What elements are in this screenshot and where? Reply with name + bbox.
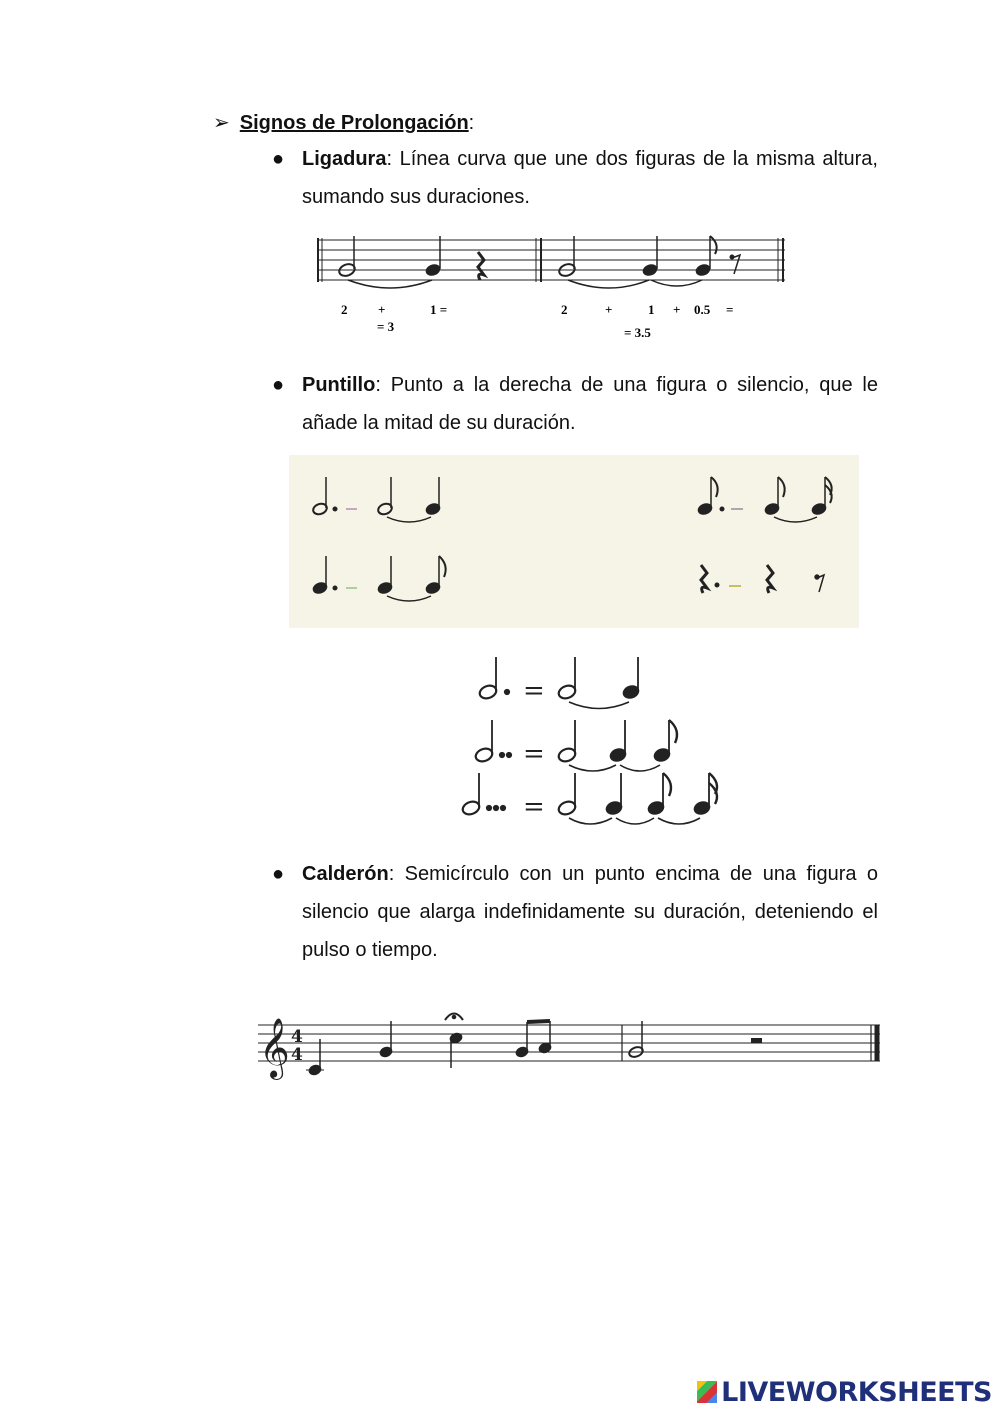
duration-number: 2: [561, 302, 568, 317]
half-note: [557, 746, 577, 763]
half-note: [557, 683, 577, 700]
puntillo-item: [272, 366, 878, 442]
puntillo-term: Puntillo: [302, 374, 376, 396]
dot-equations: [455, 655, 745, 840]
bullet-icon: ●: [272, 148, 285, 170]
half-rest: [751, 1038, 762, 1043]
sum-result: = 3: [377, 319, 395, 334]
tie-example-score: [310, 230, 790, 345]
fermata-score: [258, 1005, 883, 1080]
equals-sign: =: [523, 739, 545, 769]
svg-text:=: =: [726, 302, 734, 317]
arrow-bullet-icon: ➢: [213, 112, 230, 134]
time-signature-top: 4: [291, 1027, 303, 1047]
svg-text:0.5: 0.5: [694, 302, 711, 317]
svg-text:+: +: [605, 302, 613, 317]
duration-number: 2: [341, 302, 348, 317]
svg-text:1 =: 1 =: [430, 302, 448, 317]
treble-clef-icon: 𝄞: [259, 1018, 290, 1078]
ligadura-definition: : Línea curva que une dos figuras de la misma altura, sumando sus duraciones.: [302, 148, 878, 208]
svg-text:+: +: [673, 302, 681, 317]
ligadura-item: [272, 140, 878, 216]
half-note: [557, 799, 577, 816]
equals-sign: =: [523, 676, 545, 706]
section-heading: ➢ Signos de Prolongación:: [213, 112, 475, 134]
puntillo-definition: : Punto a la derecha de una figura o silencio, que le añade la mitad de su duración.: [302, 374, 878, 434]
dotted-half-note: [478, 683, 498, 700]
double-dotted-half-note: [474, 746, 494, 763]
calderon-definition: : Semicírculo con un punto encima de una figura o silencio que alarga indefinidamente su duración, deteniendo el pulso o tiempo.: [302, 863, 878, 961]
liveworksheets-logo-icon: [697, 1381, 717, 1403]
liveworksheets-logo: LIVEWORKSHEETS: [697, 1377, 992, 1408]
bullet-icon: ●: [272, 374, 285, 396]
calderon-item: [272, 855, 878, 969]
ligadura-term: Ligadura: [302, 148, 387, 170]
bullet-icon: ●: [272, 863, 285, 885]
dotted-notes-image: [289, 455, 859, 628]
calderon-term: Calderón: [302, 863, 389, 885]
svg-text:+: +: [378, 302, 386, 317]
quarter-rest: [478, 252, 484, 280]
triple-dotted-half-note: [461, 799, 481, 816]
svg-text:1: 1: [648, 302, 655, 317]
equals-sign: =: [523, 792, 545, 822]
time-signature-bottom: 4: [291, 1045, 303, 1065]
heading-title: Signos de Prolongación: [239, 112, 469, 134]
sum-result: = 3.5: [624, 325, 651, 340]
